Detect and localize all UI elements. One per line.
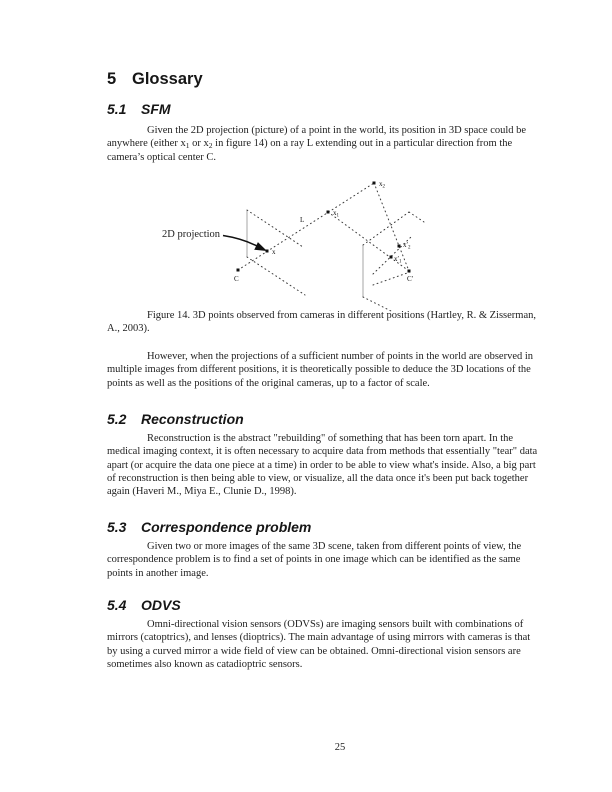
section-heading-sfm: 5.1 SFM bbox=[107, 101, 171, 117]
page-number: 25 bbox=[334, 742, 346, 753]
label-C: C bbox=[234, 275, 239, 283]
callout-text: 2D projection bbox=[162, 229, 221, 240]
callout-2d-projection bbox=[162, 229, 267, 251]
section-heading-reconstruction: 5.2 Reconstruction bbox=[107, 411, 244, 427]
section-heading-correspondence: 5.3 Correspondence problem bbox=[107, 519, 312, 535]
figure-diagram bbox=[155, 172, 467, 312]
callout-arrow-line bbox=[223, 236, 257, 247]
callout-arrow-head-icon bbox=[254, 242, 267, 251]
point-x-prime-1 bbox=[390, 256, 393, 259]
odvs-paragraph: Omni-directional vision sensors (ODVSs) are imaging sensors built with combinations of mirrors (catoptrics), and lenses (dioptrics). The main advantage of using mirrors with cameras is that by using a curved mirror a wide field of view can be obtained. Omni-directional vision sensors are sometimes also known as catadioptric sensors. bbox=[107, 619, 531, 670]
label-x2: $x_2$ bbox=[379, 180, 385, 190]
paragraph-after-figure: However, when the projections of a sufficient number of points in the world are observed in multiple images from different positions, it is theoretically possible to deduce the 3D locations of the points as well as the positions of the original cameras, up to a factor of scale. bbox=[107, 351, 534, 389]
reconstruction-paragraph: Reconstruction is the abstract "rebuilding" of something that has been torn apart. In the medical imaging context, it is often necessary to acquire data from methods that essentially "tear" data apart (or acquire the data one piece at a time) in order to be able to view what's inside. Also, a big part of reconstruction is then being able to view, or visualize, all the data once it's been put back together again (Haveri M., Miya E., Clunie D., 1998). bbox=[107, 433, 538, 498]
chapter-number: 5 bbox=[107, 70, 117, 88]
label-x: x bbox=[272, 248, 276, 256]
chapter-heading bbox=[107, 70, 203, 88]
label-x-prime-1: $x'_1$ bbox=[394, 255, 402, 265]
point-camera-center-2 bbox=[408, 270, 411, 273]
sfm-paragraph: Given the 2D projection (picture) of a point in the world, its position in 3D space could be anywhere (either $x_1$ or $x_2$ in figure 14) on a ray L extending out in a particular direction from the camera’s optical center C. bbox=[107, 125, 527, 163]
label-x-prime-2: $x'_2$ bbox=[403, 241, 411, 251]
figure-caption: Figure 14. 3D points observed from cameras in different positions (Hartley, R. & Zisserman, A., 2003). bbox=[107, 310, 537, 335]
section-heading-odvs: 5.4 ODVS bbox=[107, 597, 181, 613]
point-x-prime-2 bbox=[398, 245, 401, 248]
point-x2 bbox=[373, 182, 376, 185]
point-x1 bbox=[327, 211, 330, 214]
point-markers bbox=[237, 182, 411, 273]
label-x1: $x_1$ bbox=[333, 209, 339, 219]
ray-L-line bbox=[238, 183, 374, 270]
image-plane-left bbox=[247, 210, 305, 295]
label-C-prime: C′ bbox=[407, 275, 414, 283]
point-camera-center bbox=[237, 269, 240, 272]
projection-lines bbox=[328, 183, 412, 285]
chapter-title: Glossary bbox=[132, 70, 203, 88]
label-L: L bbox=[300, 216, 305, 224]
correspondence-paragraph: Given two or more images of the same 3D scene, taken from different points of view, the correspondence problem is to find a set of points in one image which can be identified as the same points in another image. bbox=[107, 541, 522, 579]
